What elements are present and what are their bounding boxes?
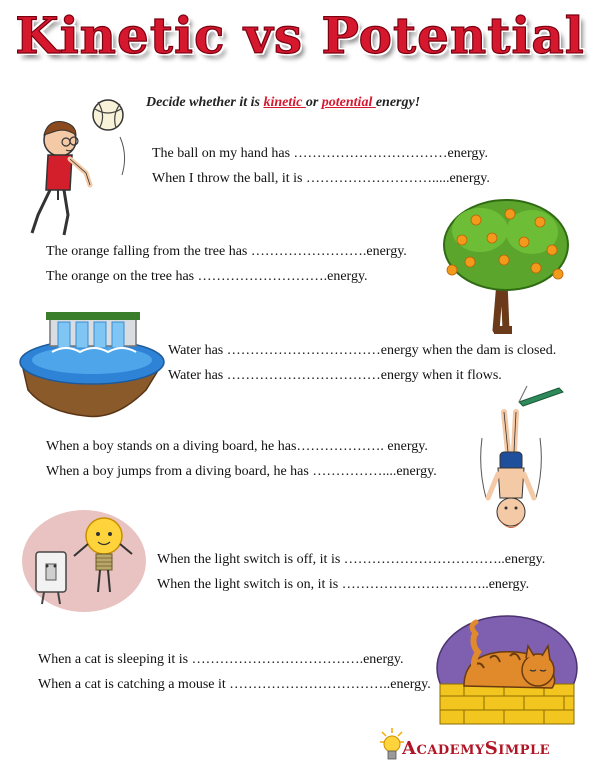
question-4: The orange on the tree has ……………………….energy. — [46, 269, 368, 284]
question-9: When the light switch is off, it is ……………………………..energy. — [157, 552, 546, 567]
question-10: When the light switch is on, it is …………………………..energy. — [157, 577, 530, 592]
question-3: The orange falling from the tree has …………………….energy. — [46, 244, 407, 259]
question-2: When I throw the ball, it is ……………………….....energy. — [152, 171, 490, 186]
volleyball-boy-icon — [28, 95, 133, 240]
question-1: The ball on my hand has ……………………………energy. — [152, 146, 488, 161]
question-6: Water has ……………………………energy when it flows. — [168, 368, 502, 383]
question-5: Water has ……………………………energy when the dam is closed. — [168, 343, 557, 358]
instruction-middle: or — [305, 95, 322, 110]
instruction-prefix: Decide whether it is — [146, 95, 264, 110]
question-12: When a cat is catching a mouse it ……………………………..energy. — [38, 677, 431, 692]
question-7: When a boy stands on a diving board, he has………………. energy. — [46, 439, 428, 454]
instruction — [146, 95, 420, 111]
water-dam-icon — [16, 308, 166, 420]
logo-text: AcademySimple — [402, 738, 551, 759]
sleeping-cat-icon — [434, 616, 580, 726]
instruction-suffix: energy! — [375, 95, 421, 110]
instruction-kinetic: kinetic — [263, 95, 306, 110]
diving-board-icon — [515, 384, 567, 406]
light-switch-bulb-icon — [20, 508, 148, 614]
instruction-potential: potential — [321, 95, 376, 110]
orange-tree-icon — [440, 190, 572, 335]
question-8: When a boy jumps from a diving board, he has ……………....energy. — [46, 464, 437, 479]
lightbulb-logo-icon — [380, 728, 404, 766]
page-title: Kinetic vs Potential — [15, 6, 585, 65]
diving-boy-icon — [476, 408, 546, 538]
question-11: When a cat is sleeping it is ……………………………….energy. — [38, 652, 404, 667]
